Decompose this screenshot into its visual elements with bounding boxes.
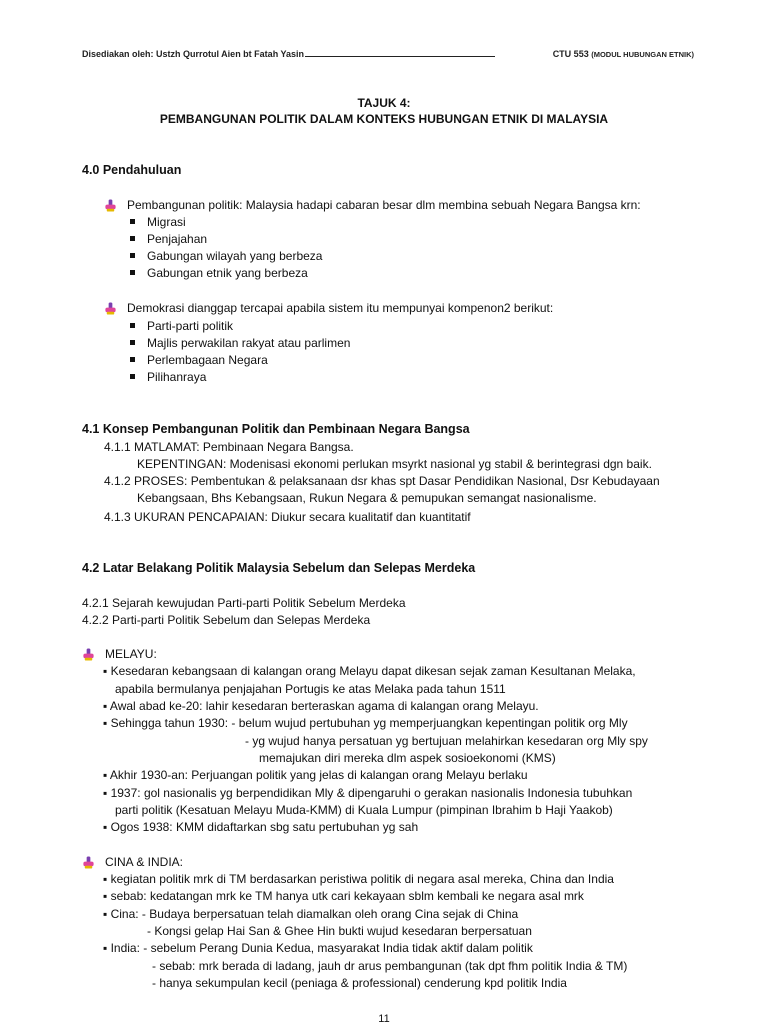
- author-line: Disediakan oleh: Ustzh Qurrotul Aien bt Fatah Yasin: [82, 49, 305, 59]
- document-header: [82, 49, 694, 59]
- section-heading-4-0: 4.0 Pendahuluan: [82, 163, 182, 177]
- topic-number: TAJUK 4:: [357, 96, 411, 110]
- text-line: ▪ Ogos 1938: KMM didaftarkan sbg satu pertubuhan yg sah: [103, 820, 419, 834]
- text-line: KEPENTINGAN: Modenisasi ekonomi perlukan msyrkt nasional yg stabil & berintegrasi dgn baik.: [137, 457, 652, 471]
- page-number: 11: [378, 1013, 390, 1025]
- text-line: ▪ Cina: - Budaya berpersatuan telah diamalkan oleh orang Cina sejak di China: [103, 907, 519, 921]
- text-line: parti politik (Kesatuan Melayu Muda-KMM) di Kuala Lumpur (pimpinan Ibrahim b Haji Yaakob): [115, 803, 613, 817]
- square-bullet-icon: [130, 236, 135, 241]
- pointing-hand-icon: [82, 648, 95, 661]
- square-bullet-icon: [130, 374, 135, 379]
- list-item: Gabungan etnik yang berbeza: [130, 266, 308, 280]
- list-item: Penjajahan: [130, 232, 207, 246]
- list-item: Pilihanraya: [130, 370, 206, 384]
- section-heading-4-1: 4.1 Konsep Pembangunan Politik dan Pembinaan Negara Bangsa: [82, 422, 470, 436]
- text-line: ▪ India: - sebelum Perang Dunia Kedua, masyarakat India tidak aktif dalam politik: [103, 941, 533, 955]
- text-line: ▪ Sehingga tahun 1930: - belum wujud pertubuhan yg memperjuangkan kepentingan politik org Mly: [103, 716, 628, 730]
- text-line: ▪ sebab: kedatangan mrk ke TM hanya utk cari kekayaan sblm kembali ke negara asal mrk: [103, 889, 584, 903]
- text-line: - yg wujud hanya persatuan yg bertujuan melahirkan kesedaran org Mly spy: [245, 734, 648, 748]
- text-line: ▪ 1937: gol nasionalis yg berpendidikan Mly & dipengaruhi o gerakan nasionalis Indonesia tubuhkan: [103, 786, 633, 800]
- text-line: 4.1.3 UKURAN PENCAPAIAN: Diukur secara kualitatif dan kuantitatif: [104, 510, 471, 524]
- list-item: Parti-parti politik: [130, 319, 233, 333]
- text-line: Kebangsaan, Bhs Kebangsaan, Rukun Negara & pemupukan semangat nasionalisme.: [137, 491, 597, 505]
- intro-paragraph-2: Demokrasi dianggap tercapai apabila sistem itu mempunyai kompenon2 berikut:: [127, 301, 554, 315]
- text-line: 4.1.1 MATLAMAT: Pembinaan Negara Bangsa.: [104, 440, 354, 454]
- text-line: - Kongsi gelap Hai San & Ghee Hin bukti wujud kesedaran berpersatuan: [147, 924, 532, 938]
- text-line: - sebab: mrk berada di ladang, jauh dr arus pembangunan (tak dpt fhm politik India & TM): [152, 959, 628, 973]
- square-bullet-icon: [130, 219, 135, 224]
- section-heading-4-2: 4.2 Latar Belakang Politik Malaysia Sebelum dan Selepas Merdeka: [82, 561, 476, 575]
- intro-paragraph-1: Pembangunan politik: Malaysia hadapi cabaran besar dlm membina sebuah Negara Bangsa krn:: [127, 198, 641, 212]
- text-line: 4.1.2 PROSES: Pembentukan & pelaksanaan dsr khas spt Dasar Pendidikan Nasional, Dsr Kebudayaan: [104, 474, 660, 488]
- text-line: apabila bermulanya penjajahan Portugis ke atas Melaka pada tahun 1511: [115, 682, 506, 696]
- course-module: (MODUL HUBUNGAN ETNIK): [591, 50, 694, 59]
- pointing-hand-icon: [104, 302, 117, 315]
- page-title: PEMBANGUNAN POLITIK DALAM KONTEKS HUBUNGAN ETNIK DI MALAYSIA: [159, 112, 609, 126]
- list-item: Gabungan wilayah yang berbeza: [130, 249, 322, 263]
- header-rule: [305, 56, 495, 57]
- list-item: Migrasi: [130, 215, 186, 229]
- course-code: CTU 553: [552, 49, 589, 59]
- text-line: ▪ Awal abad ke-20: lahir kesedaran berteraskan agama di kalangan orang Melayu.: [103, 699, 539, 713]
- text-line: ▪ Akhir 1930-an: Perjuangan politik yang jelas di kalangan orang Melayu berlaku: [103, 768, 528, 782]
- square-bullet-icon: [130, 270, 135, 275]
- list-item: Majlis perwakilan rakyat atau parlimen: [130, 336, 350, 350]
- group-label-melayu: MELAYU:: [105, 647, 157, 661]
- text-line: memajukan diri mereka dlm aspek sosioekonomi (KMS): [259, 751, 556, 765]
- square-bullet-icon: [130, 340, 135, 345]
- subsection-line: 4.2.2 Parti-parti Politik Sebelum dan Selepas Merdeka: [82, 613, 371, 627]
- square-bullet-icon: [130, 323, 135, 328]
- text-line: ▪ Kesedaran kebangsaan di kalangan orang Melayu dapat dikesan sejak zaman Kesultanan Melaka,: [103, 664, 636, 678]
- subsection-line: 4.2.1 Sejarah kewujudan Parti-parti Politik Sebelum Merdeka: [82, 596, 406, 610]
- pointing-hand-icon: [104, 199, 117, 212]
- list-item: Perlembagaan Negara: [130, 353, 268, 367]
- group-label-cina-india: CINA & INDIA:: [105, 855, 184, 869]
- text-line: ▪ kegiatan politik mrk di TM berdasarkan peristiwa politik di negara asal mereka, China dan India: [103, 872, 614, 886]
- square-bullet-icon: [130, 253, 135, 258]
- course-label: [553, 49, 694, 59]
- square-bullet-icon: [130, 357, 135, 362]
- pointing-hand-icon: [82, 856, 95, 869]
- text-line: - hanya sekumpulan kecil (peniaga & professional) cenderung kpd politik India: [152, 976, 567, 990]
